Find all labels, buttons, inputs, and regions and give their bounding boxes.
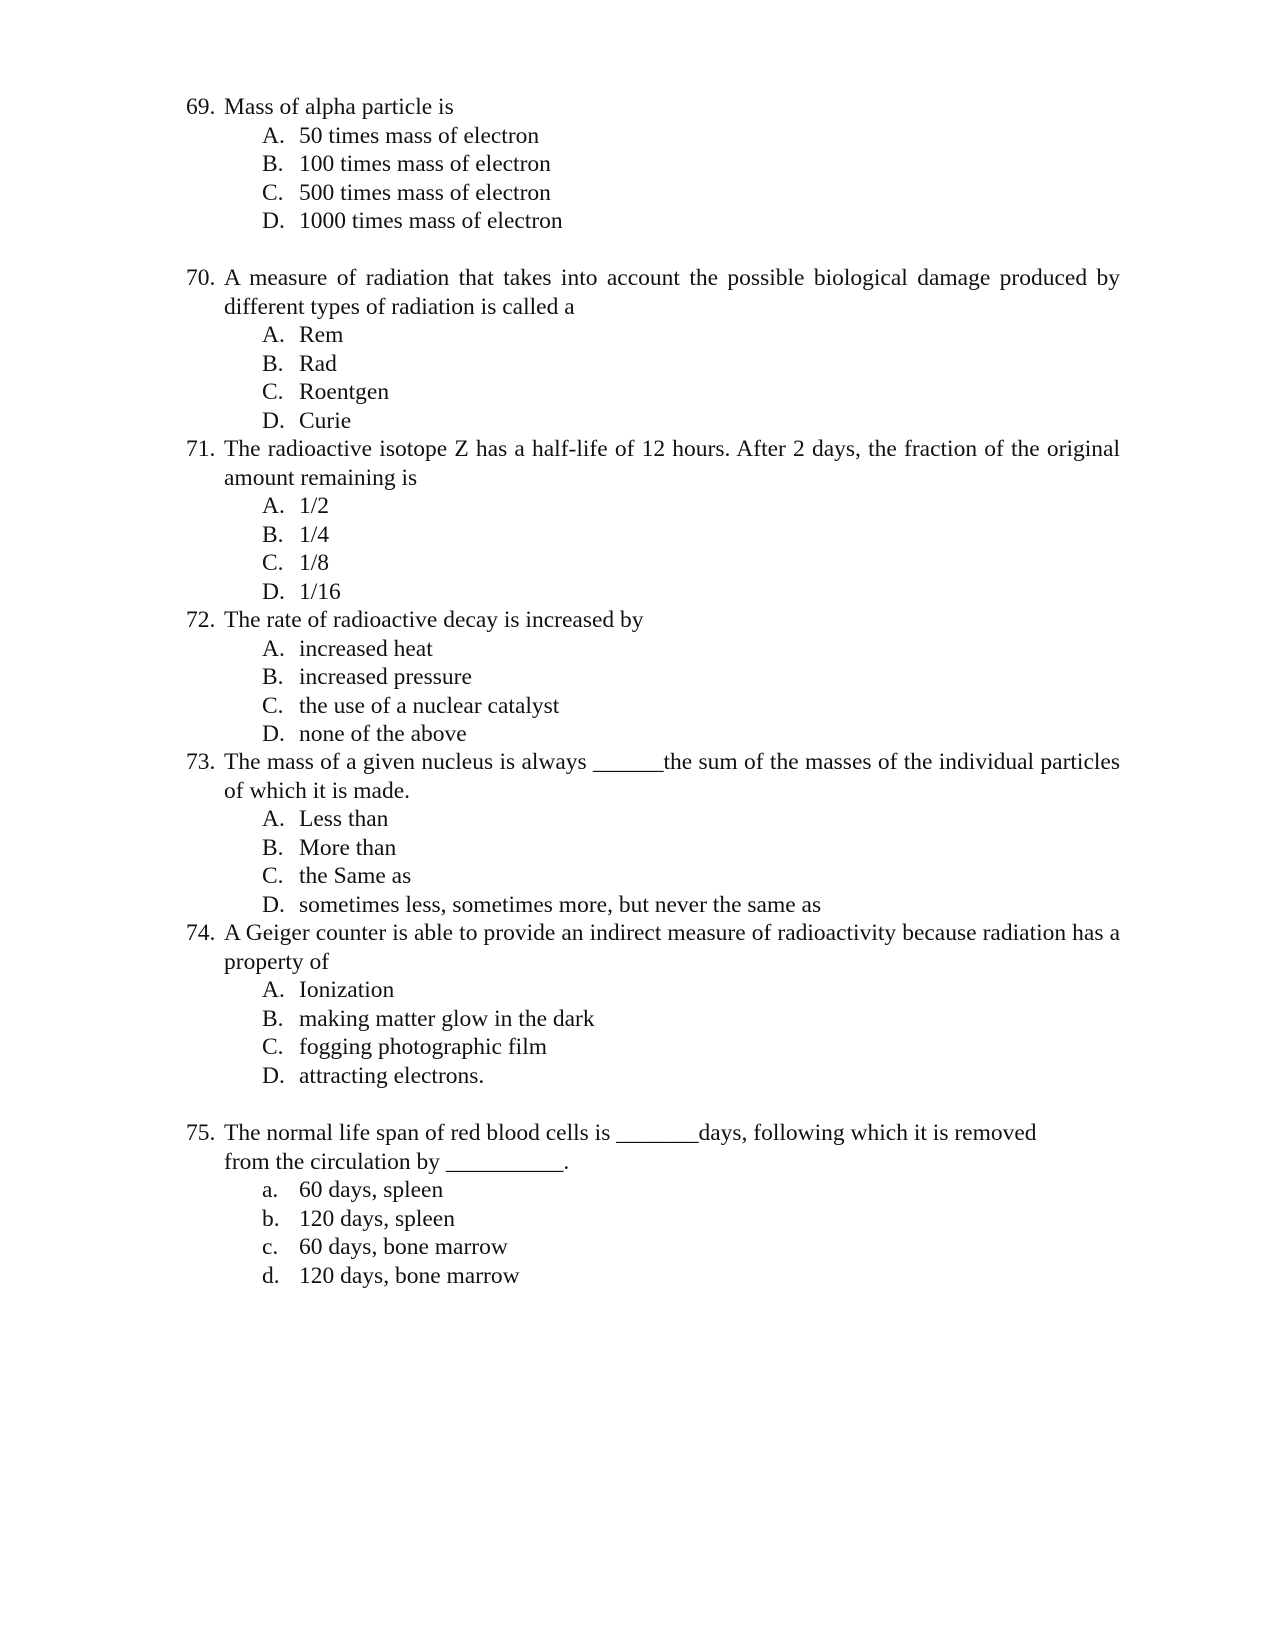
option-d (186, 407, 1120, 436)
option-d (186, 720, 1120, 749)
question-stem (186, 606, 1120, 635)
option-a (186, 492, 1120, 521)
option-letter: C. (262, 379, 284, 405)
question-number: 73. (186, 749, 216, 775)
option-text: 60 days, bone marrow (299, 1234, 508, 1260)
option-text: fogging photographic film (299, 1034, 548, 1060)
option-letter: a. (262, 1177, 279, 1203)
question-stem (186, 748, 1120, 805)
option-b (186, 1005, 1120, 1034)
option-c (186, 862, 1120, 891)
option-text: sometimes less, sometimes more, but never the same as (299, 891, 822, 918)
option-text: 1000 times mass of electron (299, 208, 563, 234)
option-letter: B. (262, 151, 284, 177)
question-stem (186, 93, 1120, 122)
question-69 (186, 93, 1120, 236)
option-text: attracting electrons. (299, 1062, 485, 1089)
option-letter: A. (262, 806, 285, 832)
option-a (186, 635, 1120, 664)
question-stem (186, 919, 1120, 976)
question-stem (186, 1119, 1120, 1176)
option-a (186, 1176, 1120, 1205)
option-letter: C. (262, 179, 284, 206)
question-stem (186, 435, 1120, 492)
option-text: 60 days, spleen (299, 1177, 444, 1203)
question-text: The mass of a given nucleus is always ______the sum of the masses of the individual particles of which it is made. (224, 749, 1120, 804)
option-b (186, 834, 1120, 863)
option-text: 1/2 (299, 493, 330, 519)
option-d (186, 578, 1120, 607)
option-letter: A. (262, 493, 285, 519)
option-letter: b. (262, 1205, 280, 1232)
option-c (186, 549, 1120, 578)
option-letter: A. (262, 122, 285, 149)
option-letter: B. (262, 834, 284, 861)
option-d (186, 1262, 1120, 1291)
option-text: 1/4 (299, 521, 330, 548)
question-75 (186, 1119, 1120, 1290)
options-list (186, 492, 1120, 606)
question-71 (186, 435, 1120, 606)
option-text: 1/8 (299, 550, 330, 576)
question-70 (186, 264, 1120, 435)
question-text: The normal life span of red blood cells is _______days, following which it is removed from the circulation by __________. (224, 1120, 1037, 1175)
option-letter: A. (262, 977, 285, 1003)
question-text: A Geiger counter is able to provide an indirect measure of radioactivity because radiation has a property of (224, 920, 1120, 975)
option-text: Less than (299, 806, 389, 832)
option-letter: B. (262, 350, 284, 377)
options-list (186, 635, 1120, 749)
question-72 (186, 606, 1120, 749)
option-b (186, 521, 1120, 550)
option-letter: B. (262, 1005, 284, 1032)
option-a (186, 976, 1120, 1005)
option-text: 500 times mass of electron (299, 179, 551, 206)
option-a (186, 122, 1120, 151)
option-c (186, 378, 1120, 407)
option-letter: D. (262, 721, 285, 747)
option-text: 100 times mass of electron (299, 151, 551, 177)
option-text: Curie (299, 407, 352, 434)
option-letter: D. (262, 578, 285, 605)
question-stem (186, 264, 1120, 321)
option-c (186, 179, 1120, 208)
options-list (186, 805, 1120, 919)
question-number: 69. (186, 94, 216, 120)
option-letter: d. (262, 1262, 280, 1289)
option-letter: D. (262, 208, 285, 234)
option-text: Roentgen (299, 379, 390, 405)
option-c (186, 692, 1120, 721)
question-text: Mass of alpha particle is (224, 94, 454, 120)
options-list (186, 976, 1120, 1090)
option-letter: B. (262, 521, 284, 548)
option-text: the use of a nuclear catalyst (299, 692, 560, 719)
question-74 (186, 919, 1120, 1090)
question-text: A measure of radiation that takes into account the possible biological damage produced by different types of radiation is called a (224, 265, 1120, 320)
option-text: 120 days, spleen (299, 1205, 455, 1232)
option-b (186, 150, 1120, 179)
options-list (186, 321, 1120, 435)
option-letter: D. (262, 407, 285, 434)
option-letter: C. (262, 550, 284, 576)
question-73 (186, 748, 1120, 919)
option-d (186, 891, 1120, 920)
option-text: Rad (299, 350, 337, 377)
question-number: 71. (186, 436, 216, 462)
option-letter: B. (262, 664, 284, 690)
option-b (186, 1205, 1120, 1234)
question-number: 74. (186, 920, 216, 946)
option-text: More than (299, 834, 397, 861)
question-text: The radioactive isotope Z has a half-life of 12 hours. After 2 days, the fraction of the original amount remaining is (224, 436, 1120, 491)
question-number: 75. (186, 1120, 216, 1146)
option-a (186, 321, 1120, 350)
option-letter: C. (262, 692, 284, 719)
question-text: The rate of radioactive decay is increased by (224, 607, 644, 633)
options-list (186, 1176, 1120, 1290)
option-c (186, 1033, 1120, 1062)
option-letter: C. (262, 1034, 284, 1060)
option-text: the Same as (299, 863, 412, 889)
option-c (186, 1233, 1120, 1262)
option-text: none of the above (299, 721, 467, 747)
option-text: 1/16 (299, 578, 341, 605)
option-letter: D. (262, 1062, 285, 1089)
option-letter: A. (262, 322, 285, 348)
option-text: Ionization (299, 977, 395, 1003)
option-text: 120 days, bone marrow (299, 1262, 520, 1289)
question-number: 70. (186, 265, 216, 291)
option-b (186, 350, 1120, 379)
option-a (186, 805, 1120, 834)
option-d (186, 207, 1120, 236)
option-text: making matter glow in the dark (299, 1005, 595, 1032)
option-text: Rem (299, 322, 344, 348)
option-letter: C. (262, 863, 284, 889)
option-text: 50 times mass of electron (299, 122, 540, 149)
option-letter: c. (262, 1234, 279, 1260)
options-list (186, 122, 1120, 236)
option-text: increased heat (299, 635, 433, 662)
question-number: 72. (186, 607, 216, 633)
option-letter: A. (262, 635, 285, 662)
option-text: increased pressure (299, 664, 472, 690)
option-letter: D. (262, 891, 285, 918)
option-d (186, 1062, 1120, 1091)
option-b (186, 663, 1120, 692)
